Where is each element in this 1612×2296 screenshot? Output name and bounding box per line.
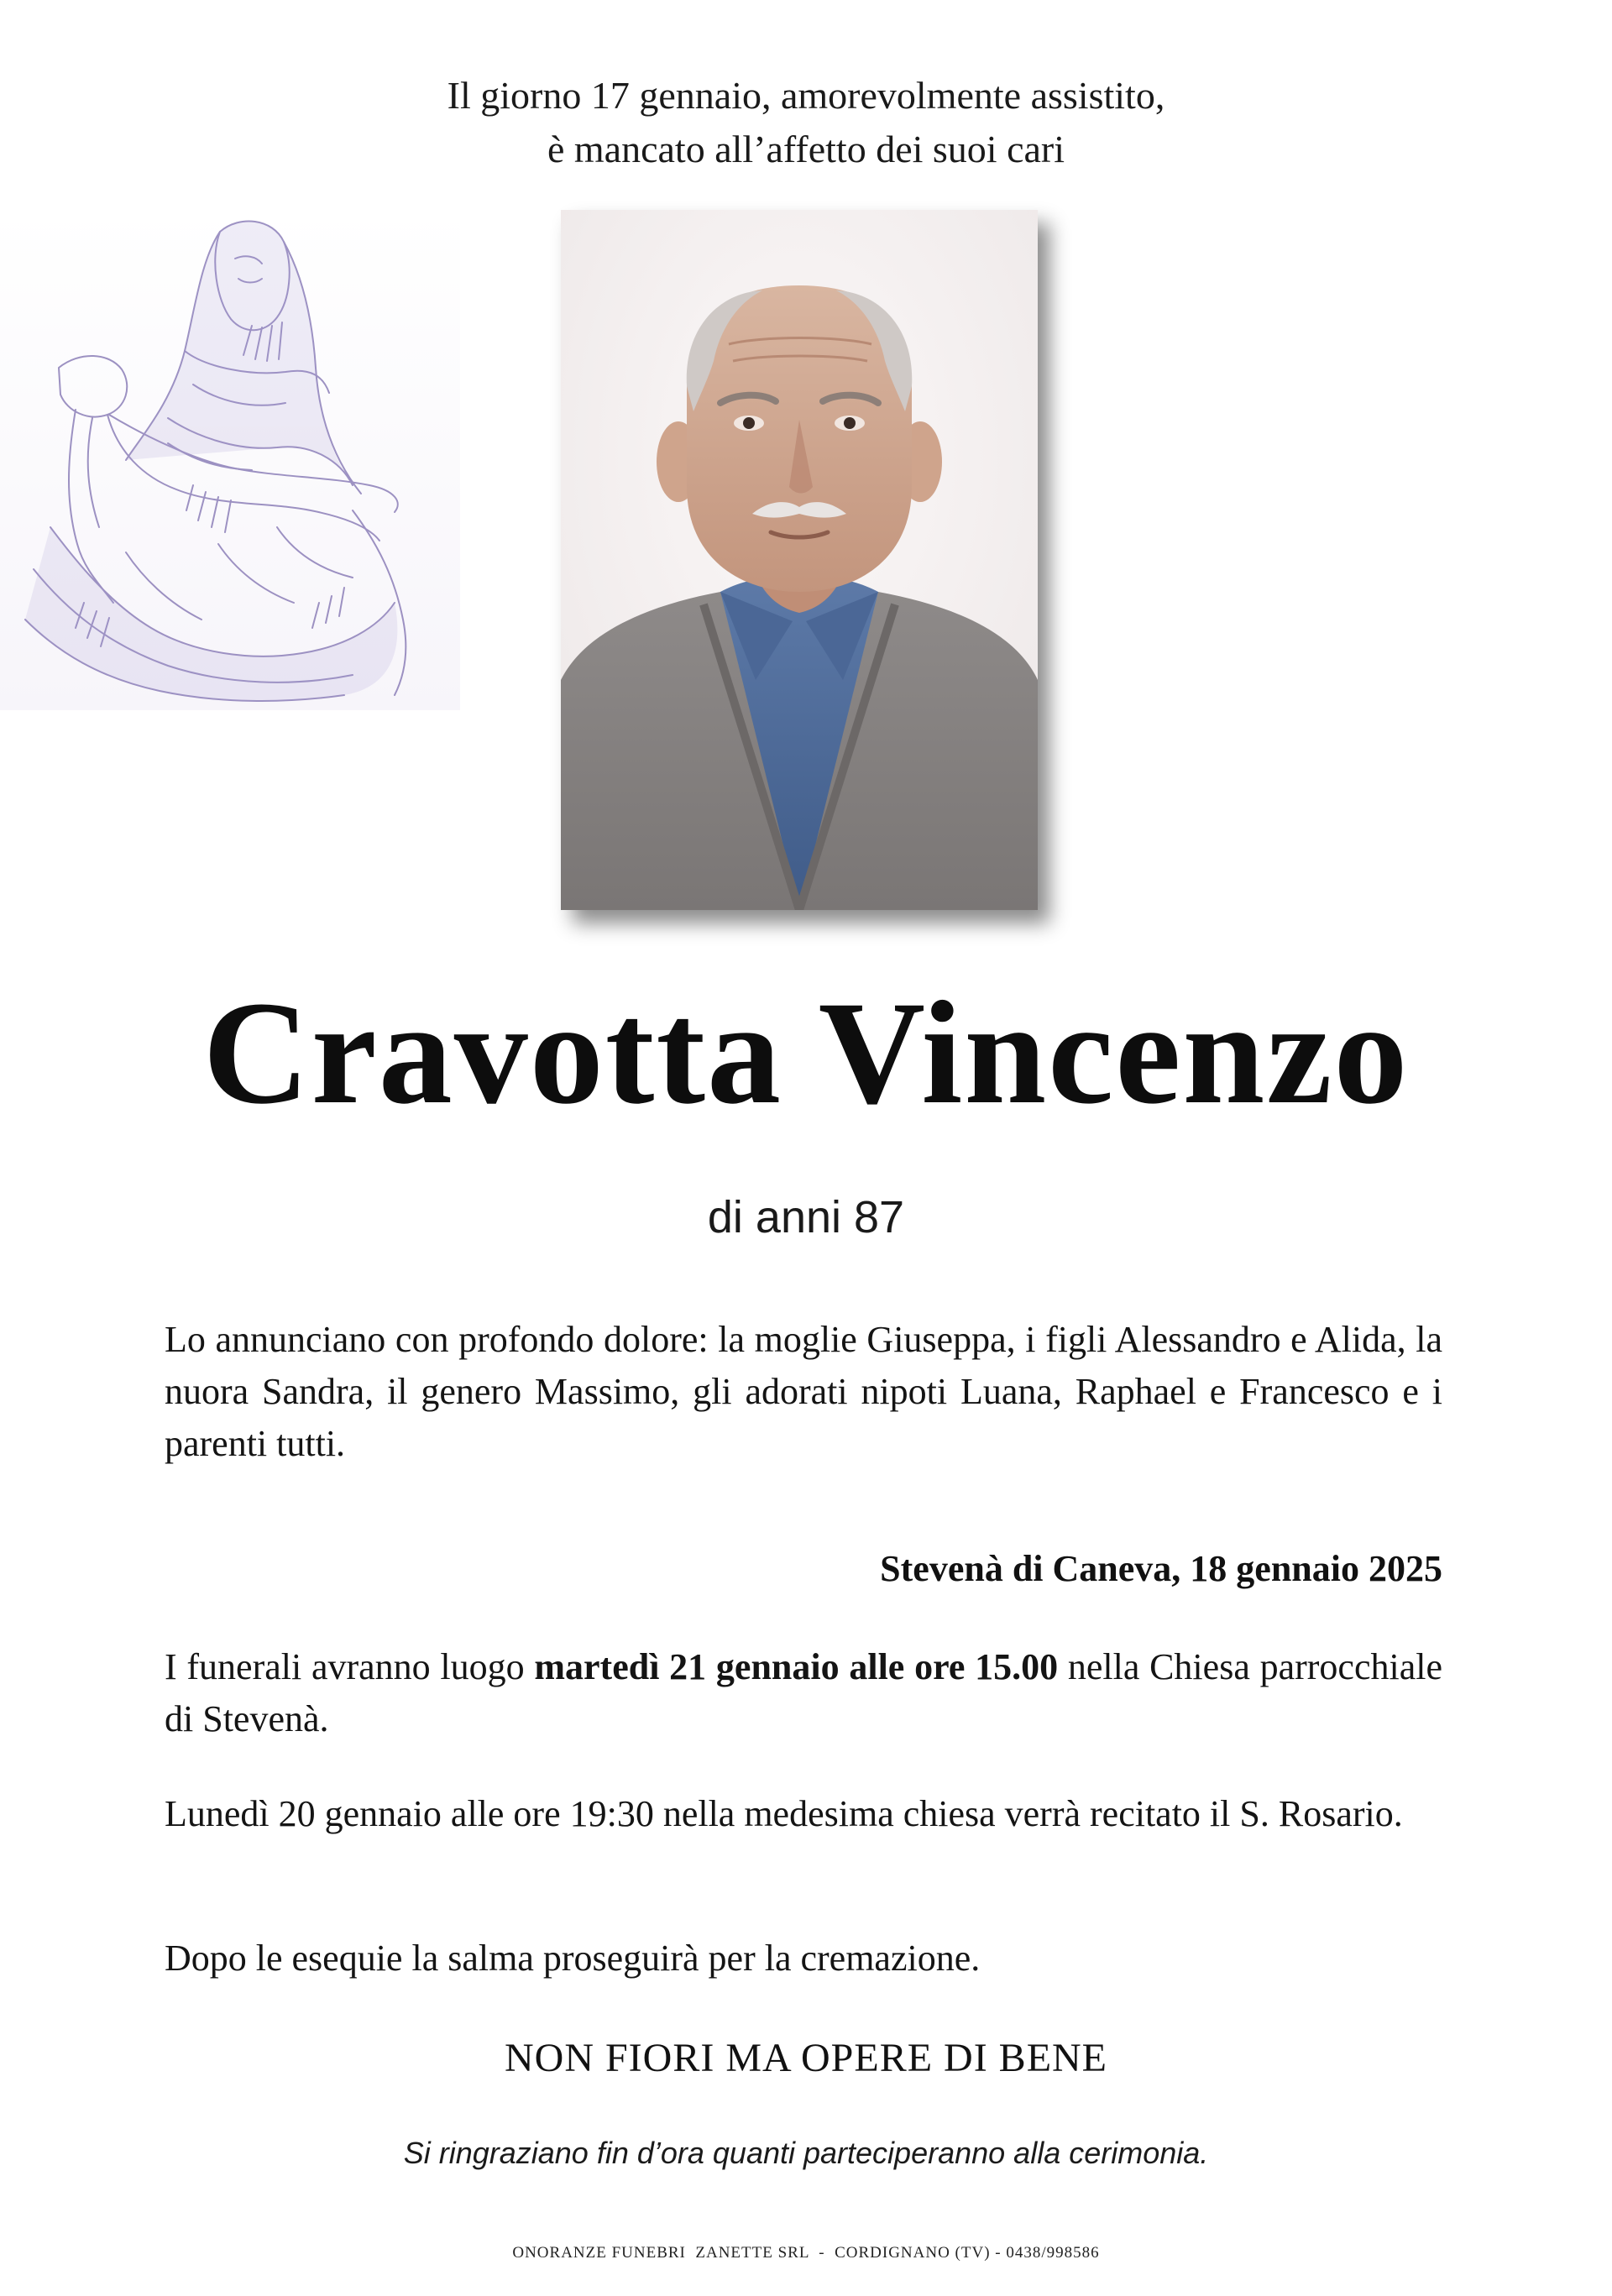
rosary-paragraph: Lunedì 20 gennaio alle ore 19:30 nella medesima chiesa verrà recitato il S. Rosario. [165, 1793, 1403, 1834]
deceased-name: Cravotta Vincenzo [202, 971, 1410, 1135]
place-date: Stevenà di Caneva, 18 gennaio 2025 [880, 1548, 1442, 1589]
intro-line-2: è mancato all’affetto dei suoi cari [547, 128, 1065, 170]
intro-text [0, 69, 1612, 176]
portrait-photo [561, 210, 1038, 910]
funeral-home-footer: ONORANZE FUNEBRI ZANETTE SRL - CORDIGNANO (TV) - 0438/998586 [512, 2244, 1100, 2262]
funeral-paragraph [165, 1641, 1442, 1745]
intro-line-1: Il giorno 17 gennaio, amorevolmente assistito, [447, 74, 1165, 117]
funeral-text-before: I funerali avranno luogo [165, 1646, 535, 1687]
pieta-sketch-image [0, 208, 460, 710]
thanks-text: Si ringraziano fin d’ora quanti parteciperanno alla cerimonia. [403, 2136, 1209, 2170]
funeral-date-time: martedì 21 gennaio alle ore 15.00 [534, 1646, 1059, 1687]
no-flowers-notice: NON FIORI MA OPERE DI BENE [504, 2036, 1107, 2080]
announcement-paragraph: Lo annunciano con profondo dolore: la moglie Giuseppa, i figli Alessandro e Alida, la nuora Sandra, il genero Massimo, gli adorati nipoti Luana, Raphael e Francesco e i parenti tutti. [165, 1319, 1442, 1464]
age-text: di anni 87 [707, 1192, 905, 1242]
cremation-paragraph: Dopo le esequie la salma proseguirà per la cremazione. [165, 1938, 981, 1979]
funeral-text-after: nella Chiesa parrocchiale di Stevenà. [165, 1646, 1442, 1739]
